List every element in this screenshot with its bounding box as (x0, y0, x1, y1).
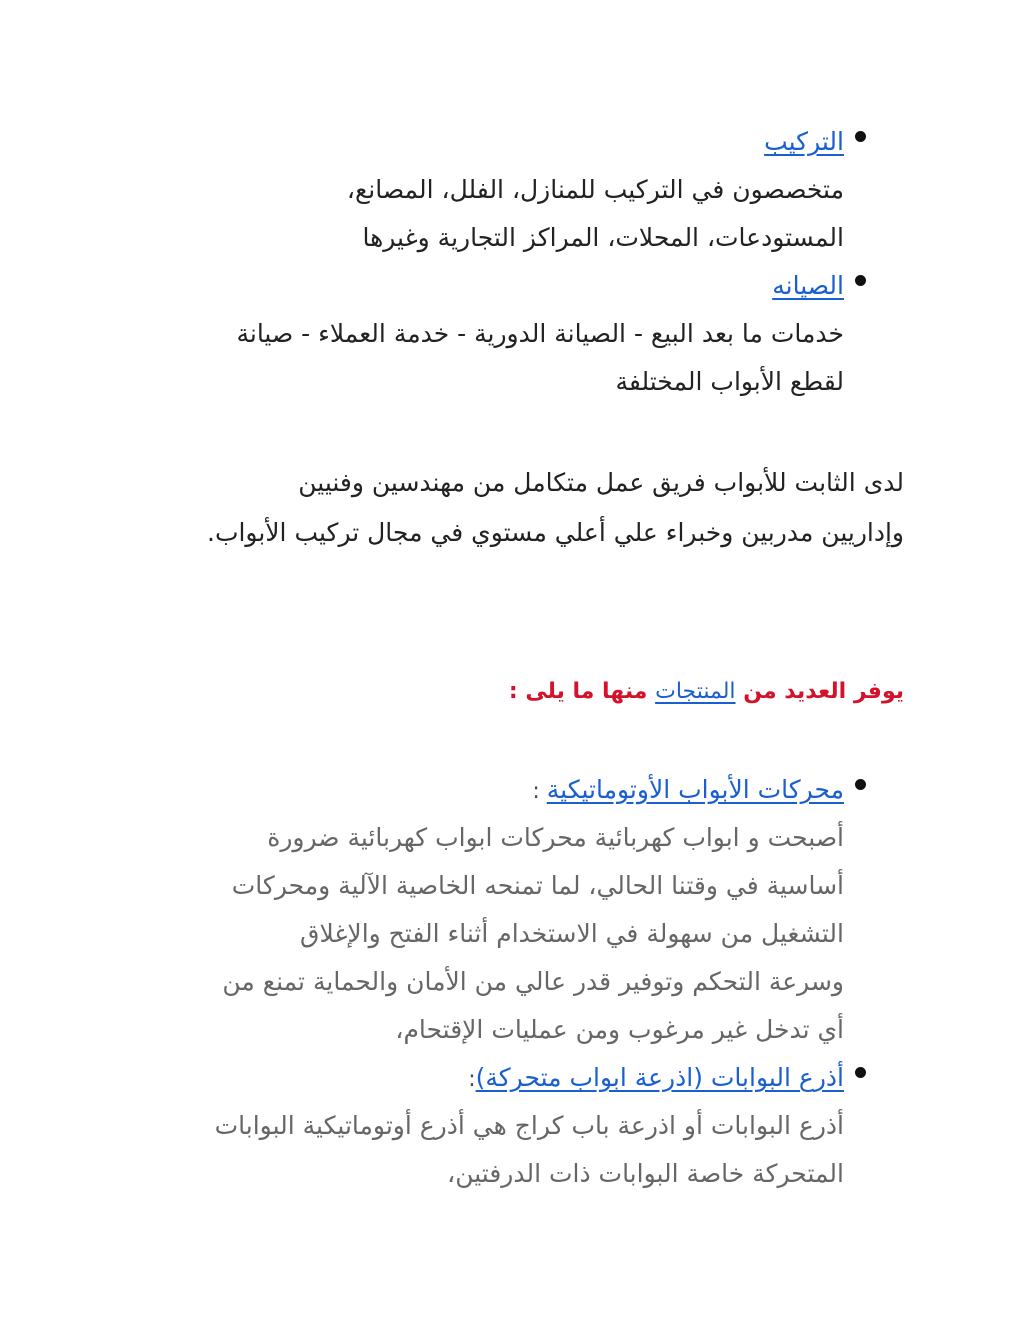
maintenance-desc-line-2: لقطع الأبواب المختلفة (615, 367, 844, 396)
installation-desc-line-1: متخصصون في التركيب للمنازل، الفلل، المصانع، (346, 175, 844, 204)
services-list (104, 118, 844, 406)
products-heading-part-2: منها ما يلى : (508, 679, 648, 704)
products-heading (509, 672, 904, 712)
products-link[interactable]: المنتجات (655, 679, 736, 704)
team-paragraph-line-1: لدى الثابت للأبواب فريق عمل متكامل من مهندسين وفنيين (298, 468, 904, 497)
list-item-installation (104, 118, 844, 262)
list-item-gate-arms (104, 1054, 844, 1198)
installation-desc-line-2: المستودعات، المحلات، المراكز التجارية وغيرها (362, 223, 844, 252)
door-motors-desc-line-2: أساسية في وقتنا الحالي، لما تمنحه الخاصية الآلية ومحركات (231, 871, 844, 900)
bullet-icon (855, 275, 866, 286)
team-paragraph (104, 458, 904, 558)
gate-arms-desc-line-2: المتحركة خاصة البوابات ذات الدرفتين، (447, 1159, 844, 1188)
door-motors-link[interactable]: محركات الأبواب الأوتوماتيكية (546, 775, 844, 804)
gate-arms-link[interactable]: أذرع البوابات (اذرعة ابواب متحركة) (475, 1063, 844, 1092)
door-motors-desc-line-5: أي تدخل غير مرغوب ومن عمليات الإقتحام، (395, 1015, 844, 1044)
gate-arms-colon: : (468, 1067, 476, 1092)
team-paragraph-line-2: وإداريين مدربين وخبراء علي أعلي مستوي في مجال تركيب الأبواب. (207, 518, 904, 547)
bullet-icon (855, 779, 866, 790)
door-motors-colon: : (532, 779, 547, 804)
list-item-maintenance (104, 262, 844, 406)
gate-arms-desc-line-1: أذرع البوابات أو اذرعة باب كراج هي أذرع أوتوماتيكية البوابات (214, 1111, 844, 1140)
door-motors-desc-line-4: وسرعة التحكم وتوفير قدر عالي من الأمان والحماية تمنع من (222, 967, 844, 996)
maintenance-link[interactable]: الصيانه (772, 271, 844, 300)
list-item-door-motors (104, 766, 844, 1054)
door-motors-desc-line-1: أصبحت و ابواب كهربائية محركات ابواب كهربائية ضرورة (267, 823, 844, 852)
bullet-icon (855, 131, 866, 142)
installation-link[interactable]: التركيب (764, 127, 844, 156)
door-motors-desc-line-3: التشغيل من سهولة في الاستخدام أثناء الفتح والإغلاق (300, 919, 844, 948)
products-heading-part-1: يوفر العديد من (743, 679, 904, 704)
bullet-icon (855, 1067, 866, 1078)
maintenance-desc-line-1: خدمات ما بعد البيع - الصيانة الدورية - خدمة العملاء - صيانة (236, 319, 844, 348)
products-list (104, 766, 844, 1198)
